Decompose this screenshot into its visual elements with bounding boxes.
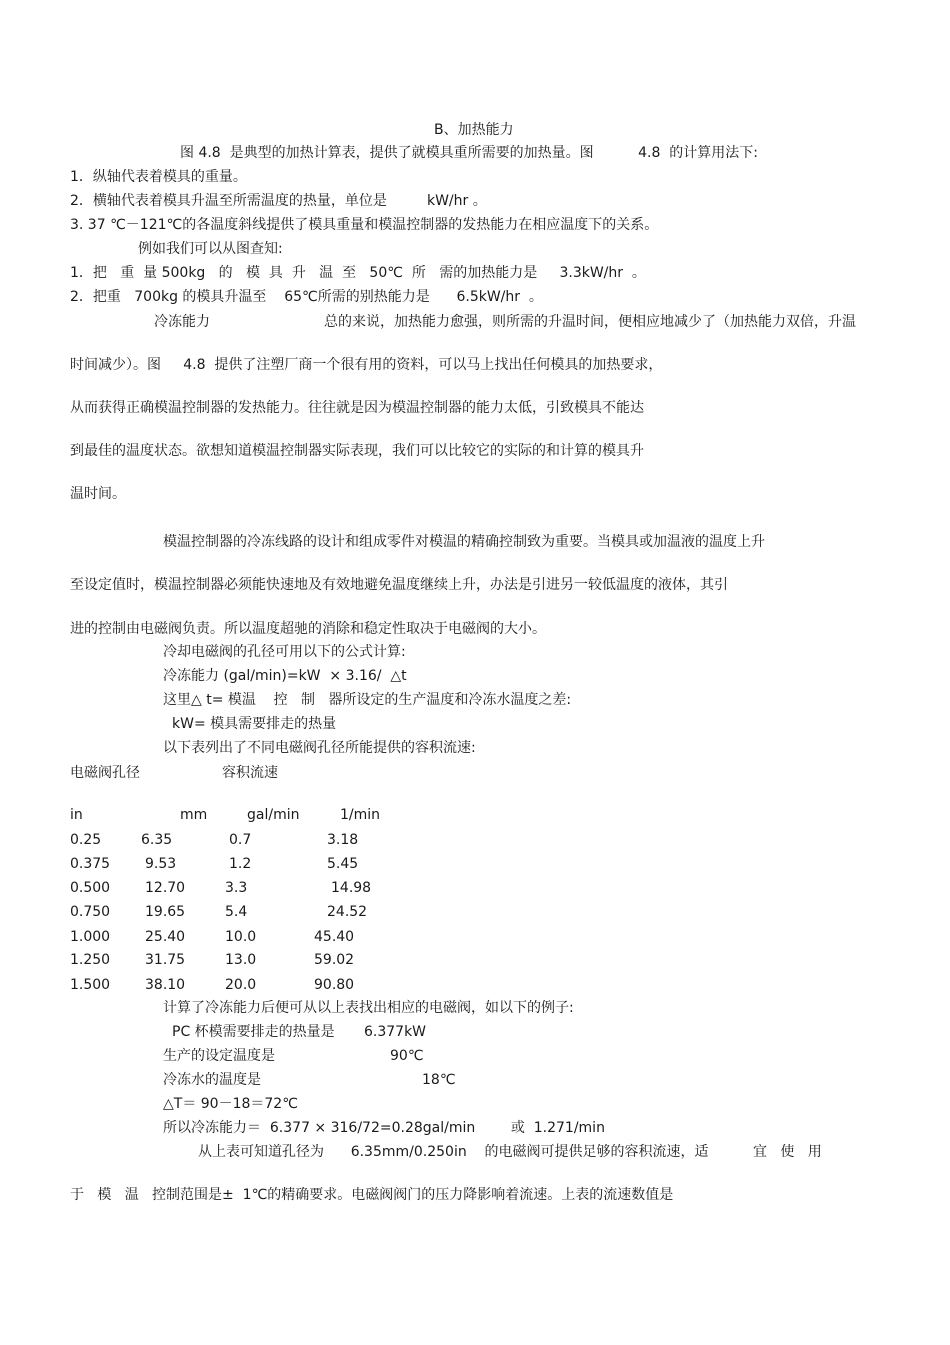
table-cell: 14.98 [331,880,372,896]
paragraph-line: 时间减少）。图 4.8 提供了注塑厂商一个很有用的资料，可以马上找出任何模具的加热要求， [70,357,663,373]
calc-delta: △T＝ 90－18＝72℃ [163,1096,298,1112]
table-cell: 24.52 [327,904,368,920]
table-cell: 59.02 [314,952,355,968]
cooling-heading: 冷冻能力 [154,314,210,330]
table-cell: 19.65 [145,904,186,920]
table-cell: 5.4 [225,904,248,920]
table-cell: 0.750 [70,904,111,920]
paragraph-line: 到最佳的温度状态。欲想知道模温控制器实际表现，我们可以比较它的实际的和计算的模具升 [70,443,644,459]
formula-note: kW= 模具需要排走的热量 [172,716,337,732]
calc-result: 所以冷冻能力＝ 6.377 × 316/72=0.28gal/min 或 1.271/min [163,1120,605,1136]
table-cell: 0.375 [70,856,111,872]
section-title: B、加热能力 [434,122,514,138]
table-cell: 9.53 [145,856,177,872]
table-cell: 1.500 [70,977,111,993]
table-cell: 12.70 [145,880,186,896]
table-header: mm [180,807,208,823]
paragraph-line: 总的来说，加热能力愈强，则所需的升温时间，便相应地减少了（加热能力双倍，升温 [324,314,856,330]
table-cell: 6.35 [141,832,173,848]
list-item: 3. 37 ℃－121℃的各温度斜线提供了模具重量和模温控制器的发热能力在相应温度下的关系。 [70,217,659,233]
calc-value: 18℃ [422,1072,456,1088]
paragraph-line: 从上表可知道孔径为 6.35mm/0.250in 的电磁阀可提供足够的容积流速，适 宜 使 用 [198,1144,822,1160]
table-cell: 3.3 [225,880,248,896]
calc-label: 冷冻水的温度是 [163,1072,261,1088]
table-cell: 31.75 [145,952,186,968]
paragraph-line: 从而获得正确模温控制器的发热能力。往往就是因为模温控制器的能力太低，引致模具不能达 [70,400,644,416]
table-cell: 0.7 [229,832,252,848]
table-cell: 13.0 [225,952,257,968]
table-header: 1/min [340,807,381,823]
formula: 冷冻能力 (gal/min)=kW × 3.16/ △t [163,668,407,684]
table-cell: 3.18 [327,832,359,848]
calc-label: PC 杯模需要排走的热量是 [172,1024,335,1040]
list-item: 2．横轴代表着模具升温至所需温度的热量，单位是 kW/hr 。 [70,193,487,209]
example-intro: 例如我们可以从图查知: [138,241,283,257]
list-item: 2．把重 700kg 的模具升温至 65℃所需的别热能力是 6.5kW/hr 。 [70,289,543,305]
table-cell: 10.0 [225,929,257,945]
table-cell: 1.000 [70,929,111,945]
formula-intro: 冷却电磁阀的孔径可用以下的公式计算: [163,644,406,660]
table-cell: 25.40 [145,929,186,945]
list-item: 1．把 重 量 500kg 的 模 具 升 温 至 50℃ 所 需的加热能力是 3.3kW/hr 。 [70,265,646,281]
table-cell: 1.250 [70,952,111,968]
paragraph-line: 模温控制器的冷冻线路的设计和组成零件对模温的精确控制致为重要。当模具或加温液的温度上升 [163,534,765,550]
paragraph-line: 至设定值时，模温控制器必须能快速地及有效地避免温度继续上升，办法是引进另一较低温度的液体，其引 [70,577,728,593]
example-calc-intro: 计算了冷冻能力后便可从以上表找出相应的电磁阀，如以下的例子: [163,1000,574,1016]
paragraph-line: 温时间。 [70,486,126,502]
formula-note: 这里△ t= 模温 控 制 器所设定的生产温度和冷冻水温度之差: [163,692,572,708]
table-cell: 1.2 [229,856,252,872]
paragraph-line: 进的控制由电磁阀负责。所以温度超驰的消除和稳定性取决于电磁阀的大小。 [70,621,546,637]
table-cell: 20.0 [225,977,257,993]
table-cell: 0.25 [70,832,102,848]
table-cell: 38.10 [145,977,186,993]
table-cell: 45.40 [314,929,355,945]
calc-label: 生产的设定温度是 [163,1048,275,1064]
table-cell: 5.45 [327,856,359,872]
list-item: 1．纵轴代表着模具的重量。 [70,169,247,185]
table-group-header: 容积流速 [222,765,278,781]
table-header: in [70,807,83,823]
calc-value: 90℃ [390,1048,424,1064]
table-intro: 以下表列出了不同电磁阀孔径所能提供的容积流速: [163,740,476,756]
table-group-header: 电磁阀孔径 [70,765,140,781]
table-cell: 90.80 [314,977,355,993]
table-cell: 0.500 [70,880,111,896]
calc-value: 6.377kW [364,1024,427,1040]
paragraph-line: 于 模 温 控制范围是± 1℃的精确要求。电磁阀阀门的压力降影响着流速。上表的流速数值是 [70,1187,674,1203]
table-header: gal/min [247,807,300,823]
intro-paragraph: 图 4.8 是典型的加热计算表，提供了就模具重所需要的加热量。图 4.8 的计算用法下: [180,145,758,161]
